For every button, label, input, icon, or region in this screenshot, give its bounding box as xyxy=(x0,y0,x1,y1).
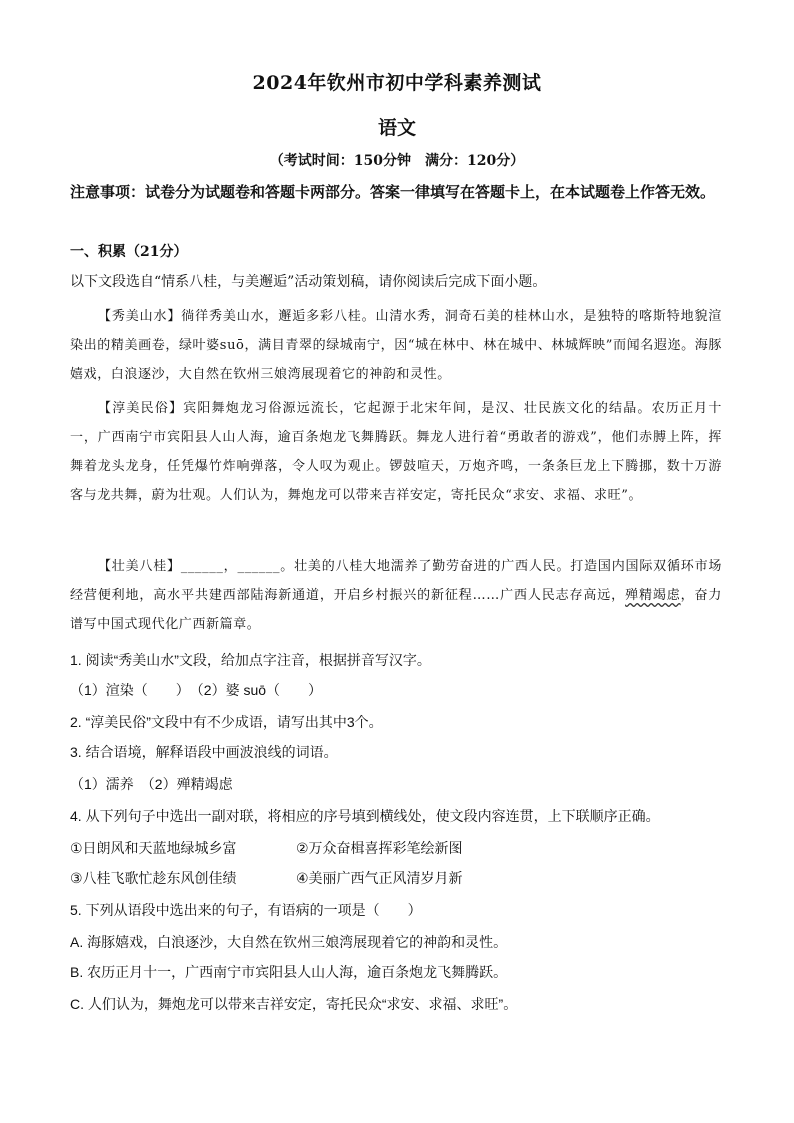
subject-title: 语文 xyxy=(377,117,416,139)
fill-blanks: ______，______。 xyxy=(180,559,295,574)
question-2: 2. “淳美民俗”文段中有不少成语，请写出其中3个。 xyxy=(70,714,383,730)
question-5-option-a: A. 海豚嬉戏，白浪逐沙，大自然在钦州三娘湾展现着它的神韵和灵性。 xyxy=(70,934,508,950)
notice-text: 注意事项：试卷分为试题卷和答题卡两部分。答案一律填写在答题卡上，在本试题卷上作答无效。 xyxy=(70,183,716,201)
question-3: 3. 结合语境，解释语段中画波浪线的词语。 xyxy=(70,744,338,760)
question-5-option-c: C. 人们认为，舞炮龙可以带来吉祥安定，寄托民众“求安、求福、求旺”。 xyxy=(70,996,518,1012)
paragraph-guangxi xyxy=(70,552,722,639)
couplet-option-3: ③八桂飞歌忙趁东风创佳绩 xyxy=(70,870,237,886)
section-intro: 以下文段选自“情系八桂，与美邂逅”活动策划稿，请你阅读后完成下面小题。 xyxy=(70,274,547,290)
paragraph-text: ，奋力谱写中国式现代化广西新篇章。 xyxy=(70,588,722,632)
exam-info: （考试时间：150分钟 满分：120分） xyxy=(269,153,525,169)
question-5-option-b: B. 农历正月十一，广西南宁市宾阳县人山人海，逾百条炮龙飞舞腾跃。 xyxy=(70,964,508,980)
paragraph-label: 【淳美民俗】 xyxy=(98,401,184,416)
question-3-options: （1）濡养 （2）殚精竭虑 xyxy=(70,776,233,792)
paragraph-label: 【秀美山水】 xyxy=(98,309,182,324)
paragraph-label: 【壮美八桂】 xyxy=(98,559,181,574)
paragraph-text: 壮美的八桂大地濡养了勤劳奋进的广西人民。打造国内国际双循环市场经营便利地，高水平共建西部陆海新通道，开启乡村振兴的新征程……广西人民志存高远， xyxy=(70,559,722,603)
exam-title: 2024年钦州市初中学科素养测试 xyxy=(252,72,542,94)
wavy-underlined-word: 殚精竭虑 xyxy=(625,588,681,603)
paragraph-text: 徜徉秀美山水，邂逅多彩八桂。山清水秀，洞奇石美的桂林山水，是独特的喀斯特地貌渲染出的精美画卷，绿叶婆suō，满目青翠的绿城南宁，因“城在林中、林在城中、林城辉映”而闻名遐迩。海豚嬉戏，白浪逐沙，大自然在钦州三娘湾展现着它的神韵和灵性。 xyxy=(70,309,722,382)
couplet-option-4: ④美丽广西气正风清岁月新 xyxy=(296,870,463,886)
paragraph-landscape xyxy=(70,302,722,389)
question-5: 5. 下列从语段中选出来的句子，有语病的一项是（ ） xyxy=(70,902,422,918)
paragraph-folk-custom xyxy=(70,394,722,510)
question-1-options: （1）渲染（ ） （2）婆 suō（ ） xyxy=(70,682,323,698)
section-heading: 一、积累（21分） xyxy=(70,244,188,260)
couplet-option-2: ②万众奋楫喜挥彩笔绘新图 xyxy=(296,840,463,856)
couplet-option-1: ①日朗风和天蓝地绿城乡富 xyxy=(70,840,237,856)
paragraph-text: 宾阳舞炮龙习俗源远流长，它起源于北宋年间，是汉、壮民族文化的结晶。农历正月十一，广西南宁市宾阳县人山人海，逾百条炮龙飞舞腾跃。舞龙人进行着“勇敢者的游戏”，他们赤膊上阵，挥舞着龙头龙身，任凭爆竹炸响弹落，令人叹为观止。锣鼓喧天，万炮齐鸣，一条条巨龙上下腾挪，数十万游客与龙共舞，蔚为壮观。人们认为，舞炮龙可以带来吉祥安定，寄托民众“求安、求福、求旺”。 xyxy=(70,401,722,503)
question-1: 1. 阅读“秀美山水”文段，给加点字注音，根据拼音写汉字。 xyxy=(70,652,431,668)
question-4: 4. 从下列句子中选出一副对联，将相应的序号填到横线处，使文段内容连贯，上下联顺序正确。 xyxy=(70,808,660,824)
